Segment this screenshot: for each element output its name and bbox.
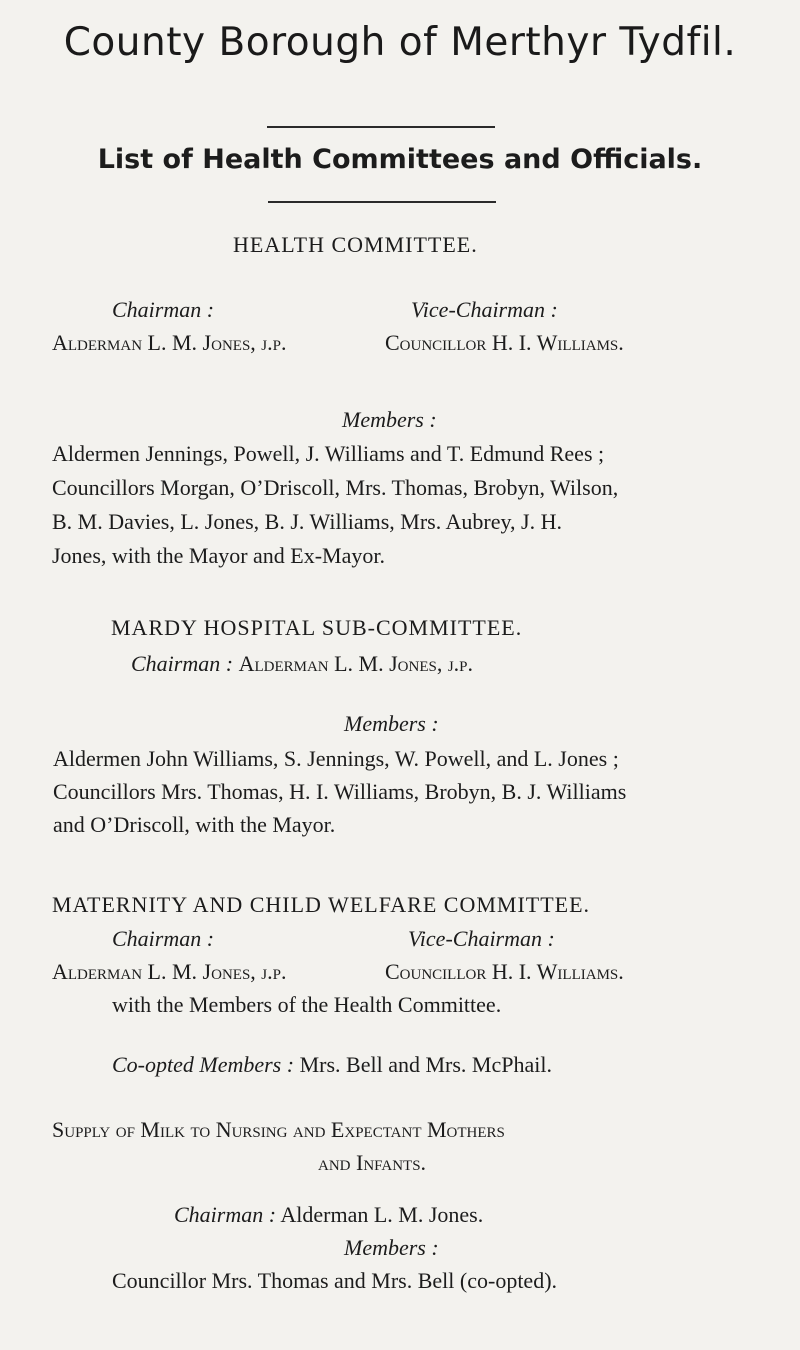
members-line: Councillors Morgan, O’Driscoll, Mrs. Thomas, Brobyn, Wilson, [52, 475, 619, 500]
coopted-members: Mrs. Bell and Mrs. McPhail. [299, 1052, 552, 1077]
chairman-name: Alderman L. M. Jones, j.p. [238, 651, 474, 676]
mardy-heading: MARDY HOSPITAL SUB-COMMITTEE. [111, 615, 523, 640]
page-title: County Borough of Merthyr Tydfil. [63, 20, 737, 65]
chairman-label: Chairman : [112, 926, 215, 951]
members-line: and O’Driscoll, with the Mayor. [53, 812, 336, 837]
members-line: Councillors Mrs. Thomas, H. I. Williams, Brobyn, B. J. Williams [53, 779, 627, 804]
divider [267, 126, 495, 128]
milk-chairman-row [174, 1202, 483, 1228]
chairman-name: Alderman L. M. Jones. [280, 1202, 484, 1227]
vice-chairman-label: Vice-Chairman : [411, 297, 558, 322]
members-line: Aldermen Jennings, Powell, J. Williams and T. Edmund Rees ; [52, 441, 605, 466]
milk-heading-cont: and Infants. [318, 1150, 427, 1175]
chairman-label: Chairman : [112, 297, 215, 322]
members-label: Members : [344, 1235, 439, 1260]
chairman-name: Alderman L. M. Jones, j.p. [52, 959, 287, 984]
vice-chairman-label: Vice-Chairman : [408, 926, 555, 951]
members-line: B. M. Davies, L. Jones, B. J. Williams, Mrs. Aubrey, J. H. [52, 509, 562, 534]
members-label: Members : [342, 407, 437, 432]
chairman-name: Alderman L. M. Jones, j.p. [52, 330, 287, 355]
vice-chairman-name: Councillor H. I. Williams. [385, 959, 624, 984]
vice-chairman-name: Councillor H. I. Williams. [385, 330, 624, 355]
mardy-chairman-row [131, 651, 473, 677]
members-line: Jones, with the Mayor and Ex-Mayor. [52, 543, 385, 568]
coopted-label: Co-opted Members : [112, 1052, 295, 1077]
members-line: Aldermen John Williams, S. Jennings, W. Powell, and L. Jones ; [53, 746, 619, 771]
maternity-note: with the Members of the Health Committee. [112, 992, 502, 1017]
coopted-row [112, 1052, 552, 1078]
chairman-label: Chairman : [131, 651, 234, 676]
milk-heading: Supply of Milk to Nursing and Expectant Mothers [52, 1117, 505, 1142]
members-label: Members : [344, 711, 439, 736]
maternity-heading: MATERNITY AND CHILD WELFARE COMMITTEE. [52, 892, 591, 917]
milk-members: Councillor Mrs. Thomas and Mrs. Bell (co-opted). [112, 1268, 558, 1293]
health-committee-heading: HEALTH COMMITTEE. [233, 232, 478, 257]
page-subtitle: List of Health Committees and Officials. [97, 144, 703, 175]
divider [268, 201, 496, 203]
chairman-label: Chairman : [174, 1202, 277, 1227]
